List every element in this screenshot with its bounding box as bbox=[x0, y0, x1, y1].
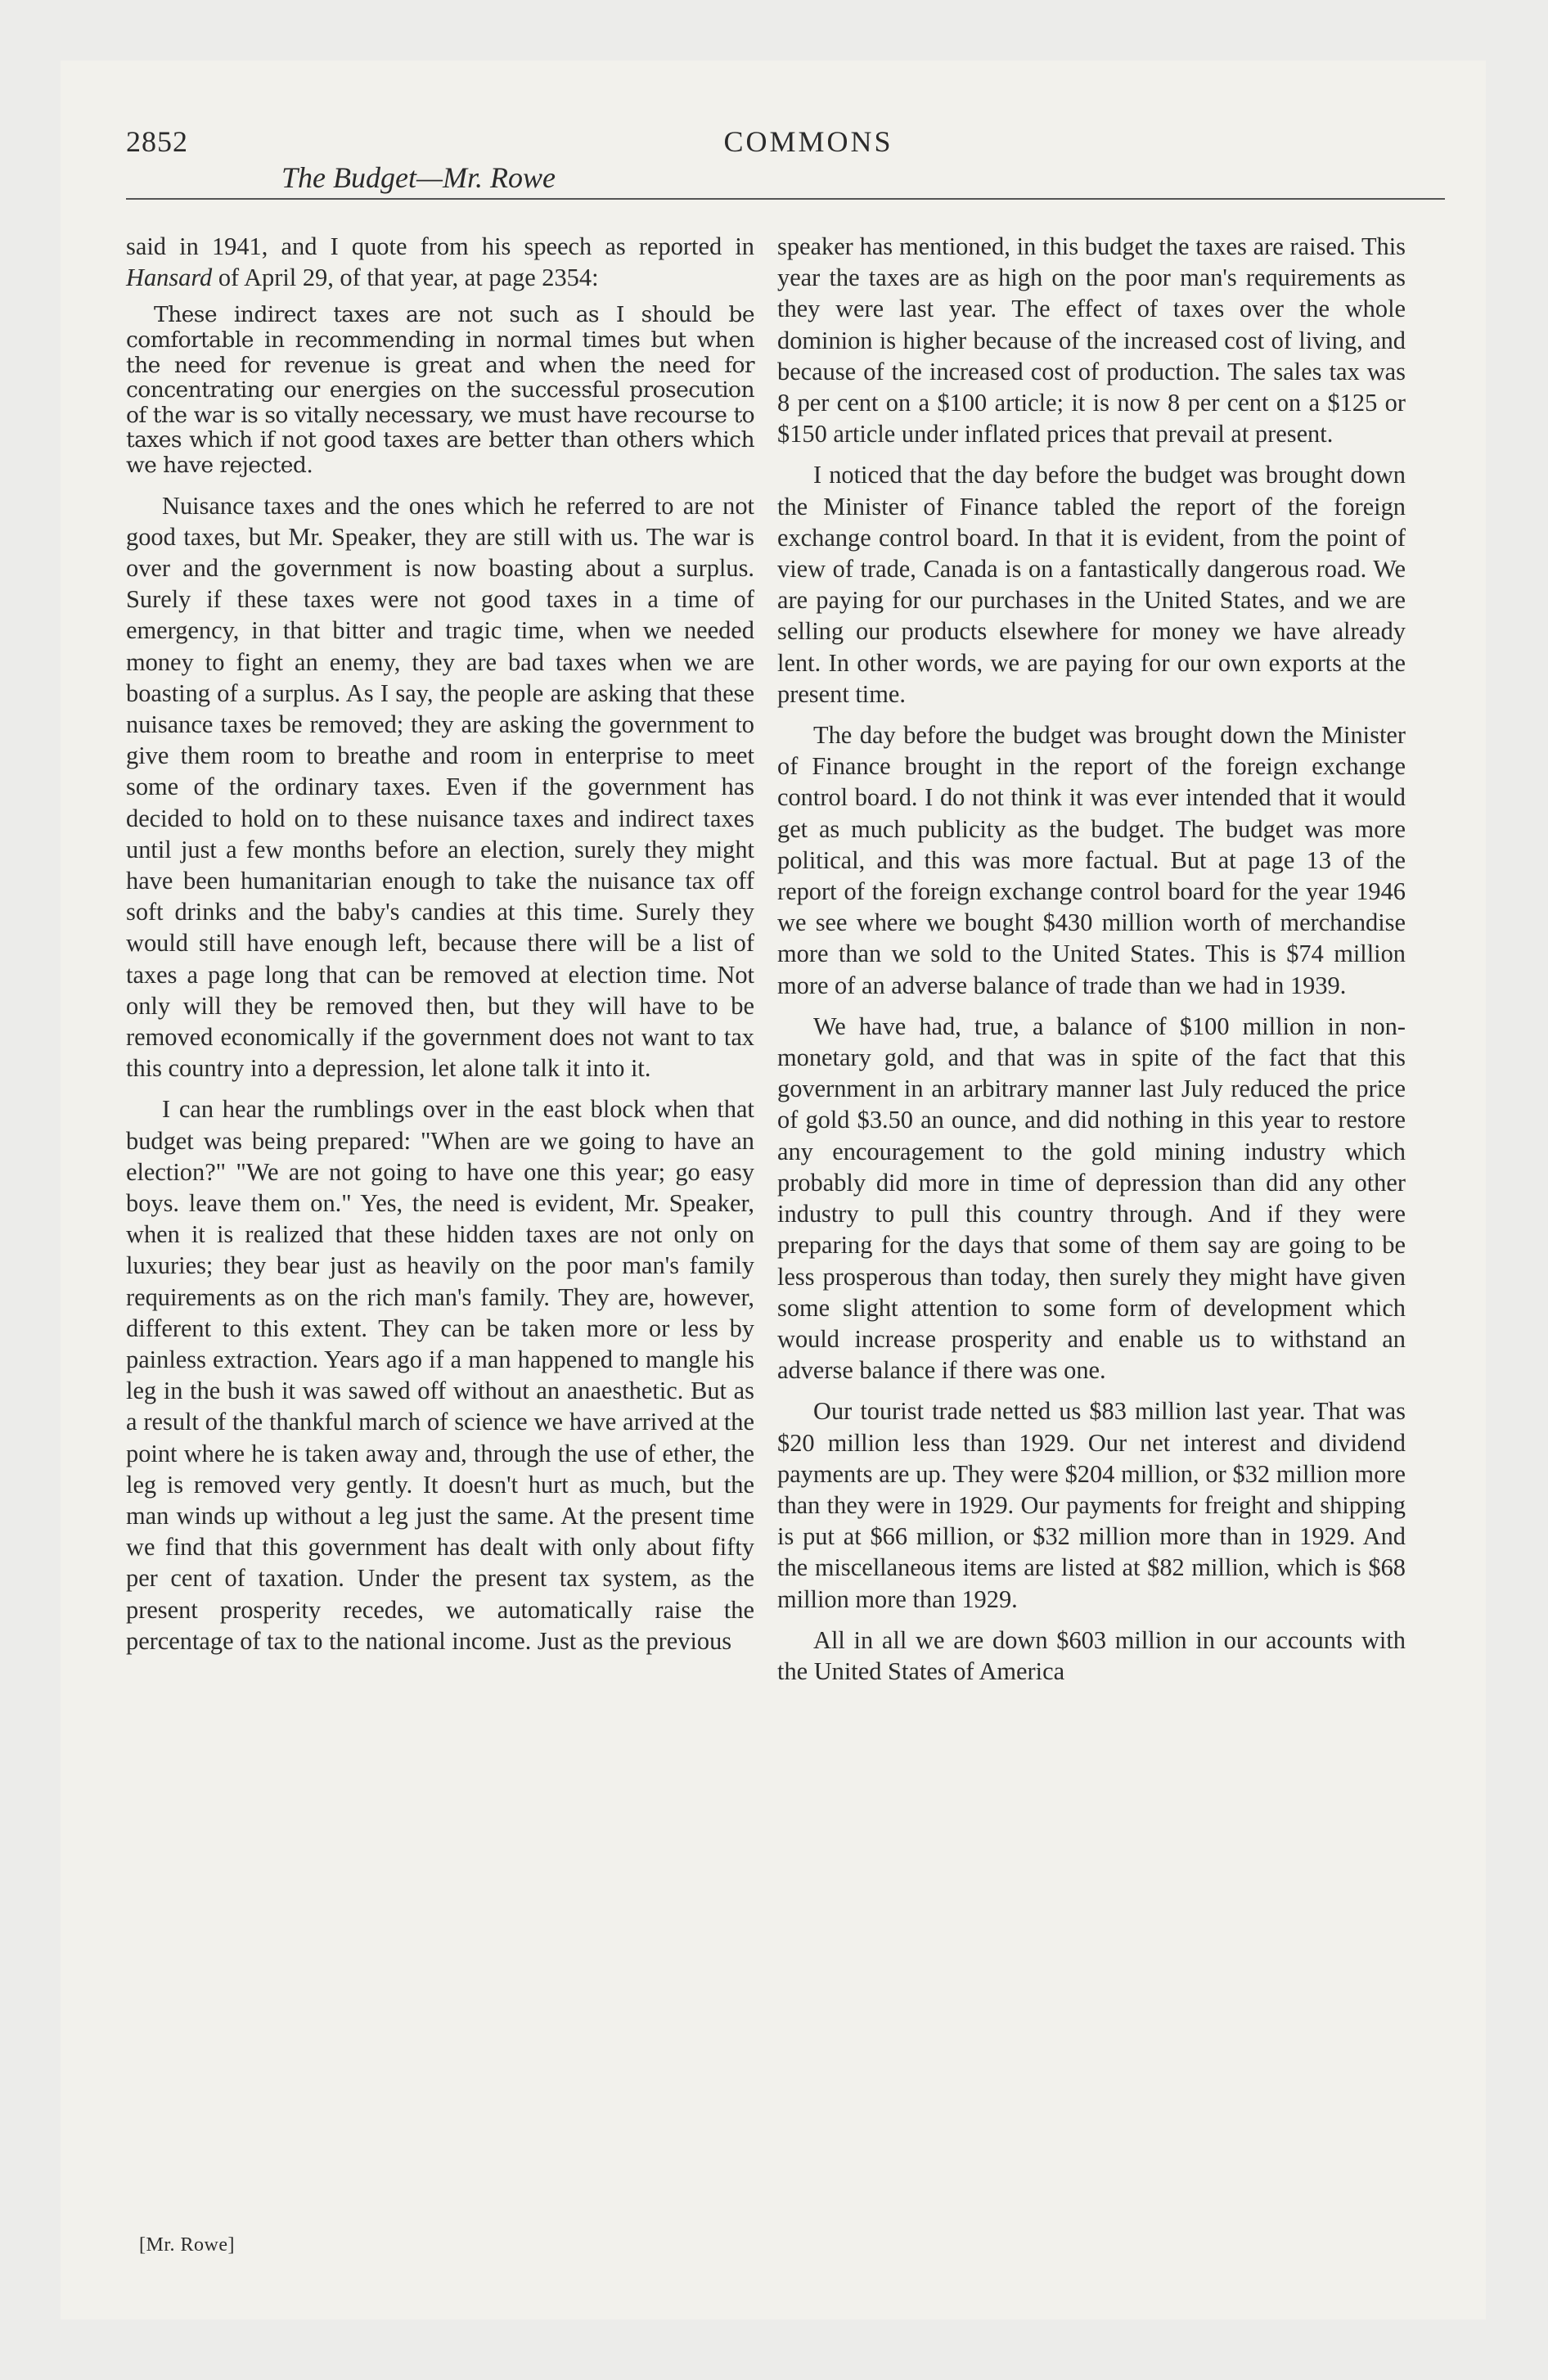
speaker-tag: [Mr. Rowe] bbox=[139, 2234, 235, 2256]
document-page bbox=[61, 61, 1486, 2319]
page-number: 2852 bbox=[126, 125, 188, 158]
paragraph bbox=[126, 231, 754, 293]
chamber-title: COMMONS bbox=[723, 125, 893, 158]
paragraph-text: of April 29, of that year, at page 2354: bbox=[212, 264, 599, 292]
hansard-italic: Hansard bbox=[126, 264, 213, 292]
paragraph: We have had, true, a balance of $100 million in non-monetary gold, and that was in spite of the fact that this government in an arbitrary manner last July reduced the price of gold $3.50 an ounce, and did nothing in this year to restore any encouragement to the gold mining industry which probably did more in time of depression than did any other industry to pull this country through. And if they were preparing for the days that some of them say are going to be less prosperous than today, then surely they might have given some slight attention to some form of development which would increase prosperity and enable us to withstand an adverse balance if there was one. bbox=[777, 1012, 1406, 1385]
paragraph: Nuisance taxes and the ones which he referred to are not good taxes, but Mr. Speaker, they are still with us. The war is over and the government is now boasting about a surplus. Surely if these taxes were not good taxes in a time of emergency, in that bitter and tragic time, when we needed money to fight an enemy, they are bad taxes when we are boasting of a surplus. As I say, the people are asking that these nuisance taxes be removed; they are asking the government to give them room to breathe and room in enterprise to meet some of the ordinary taxes. Even if the government has decided to hold on to these nuisance taxes and indirect taxes until just a few months before an election, surely they might have been humanitarian enough to take the nuisance tax off soft drinks and the baby's candies at this time. Surely they would still have enough left, because there will be a list of taxes a page long that can be removed at election time. Not only will they be removed then, but they will have to be removed economically if the government does not want to tax this country into a depression, let alone talk it into it. bbox=[126, 491, 754, 1083]
header-rule bbox=[126, 198, 1445, 200]
paragraph: The day before the budget was brought down the Minister of Finance brought in the report of the foreign exchange control board. I do not think it was ever intended that it would get as much publicity as the budget. The budget was more political, and this was more factual. But at page 13 of the report of the foreign exchange control board for the year 1946 we see where we bought $430 million worth of merchandise more than we sold to the United States. This is $74 million more of an adverse balance of trade than we had in 1939. bbox=[777, 721, 1406, 999]
paragraph: All in all we are down $603 million in our accounts with the United States of America bbox=[777, 1625, 1406, 1685]
paragraph: I can hear the rumblings over in the east block when that budget was being prepared: "When are we going to have an election?" "We are not going to have one this year; go easy boys. leave them on." Yes, the need is evident, Mr. Speaker, when it is realized that these hidden taxes are not only on luxuries; they bear just as heavily on the poor man's family requirements as on the rich man's family. They are, however, different to this extent. They can be taken more or less by painless extraction. Years ago if a man happened to mangle his leg in the bush it was sawed off without an anaesthetic. But as a result of the thankful march of science we have arrived at the point where he is taken away and, through the use of ether, the leg is removed very gently. It doesn't hurt as much, but the man winds up without a leg just the same. At the present time we find that this government has dealt with only about fifty per cent of taxation. Under the present tax system, as the present prosperity recedes, we automatically raise the percentage of tax to the national income. Just as the previous bbox=[126, 1095, 754, 1655]
paragraph: speaker has mentioned, in this budget the taxes are raised. This year the taxes are as high on the poor man's requirements as they were last year. The effect of taxes over the whole dominion is higher because of the increased cost of living, and because of the increased cost of production. The sales tax was 8 per cent on a $100 article; it is now 8 per cent on a $125 or $150 article under inflated prices that prevail at present. bbox=[777, 232, 1406, 449]
paragraph: I noticed that the day before the budget was brought down the Minister of Finance tabled the report of the foreign exchange control board. In that it is evident, from the point of view of trade, Canada is on a fantastically dangerous road. We are paying for our purchases in the United States, and we are selling our products elsewhere for money we have already lent. In other words, we are paying for our own exports at the present time. bbox=[777, 461, 1406, 708]
right-column bbox=[777, 231, 1406, 1697]
running-title: The Budget—Mr. Rowe bbox=[281, 161, 556, 194]
block-quote: These indirect taxes are not such as I should be comfortable in recommending in normal times but when the need for revenue is great and when the need for concentrating our energies on the successful prosecution of the war is so vitally necessary, we must have recourse to taxes which if not good taxes are better than others which we have rejected. bbox=[126, 302, 754, 478]
paragraph-text: said in 1941, and I quote from his speech as reported in bbox=[126, 232, 754, 260]
left-column bbox=[126, 231, 754, 1666]
paragraph: Our tourist trade netted us $83 million last year. That was $20 million less than 1929. Our net interest and dividend payments are up. They were $204 million, or $32 million more than they were in 1929. Our payments for freight and shipping is put at $66 million, or $32 million more than in 1929. And the miscellaneous items are listed at $82 million, which is $68 million more than 1929. bbox=[777, 1397, 1406, 1613]
